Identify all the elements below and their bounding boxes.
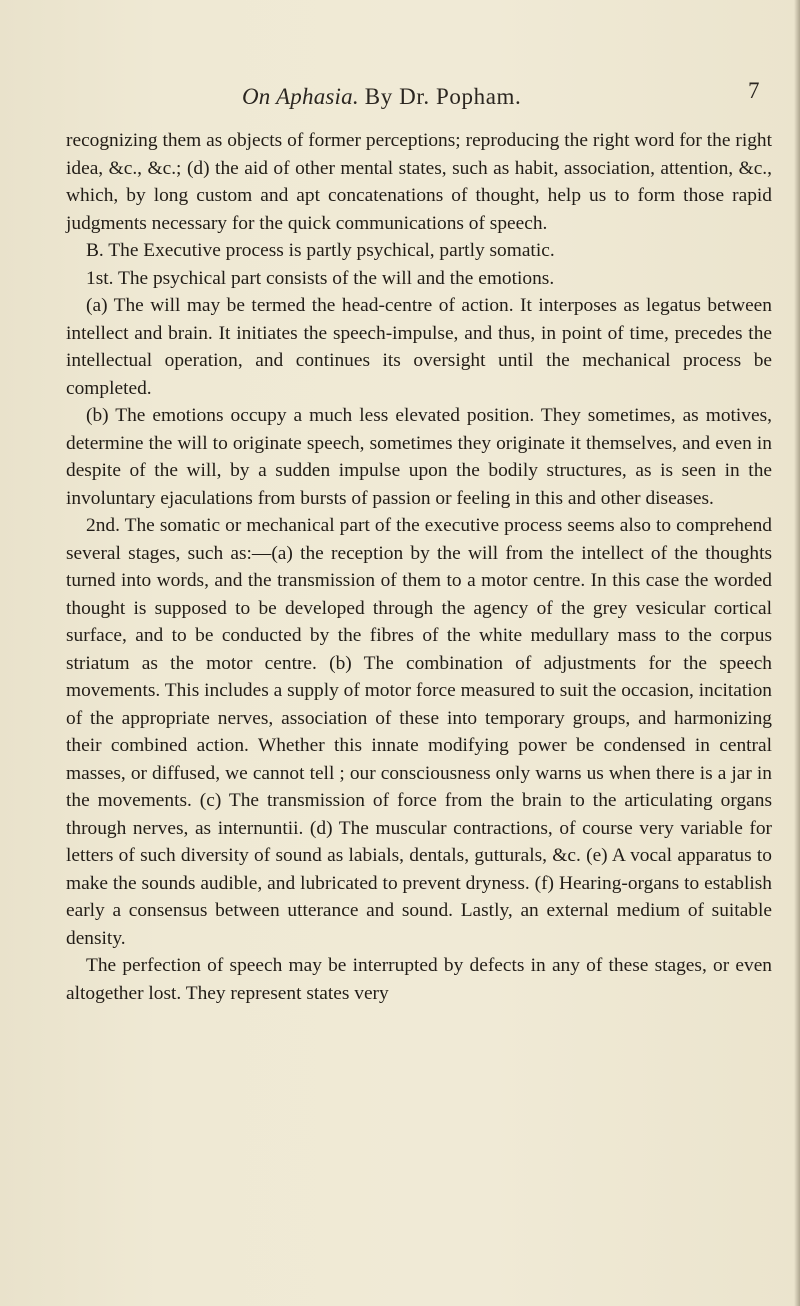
body-text — [66, 127, 772, 1007]
paragraph: (b) The emotions occupy a much less elevated position. They sometimes, as motives, determine the will to originate speech, sometimes they originate it themselves, and even in despite of the will, by a sudden impulse upon the bodily structures, as is seen in the involuntary ejaculations from bursts of passion or feeling in this and other diseases. — [66, 405, 772, 509]
author-name: By Dr. Popham. — [364, 84, 522, 109]
paragraph: 1st. The psychical part consists of the will and the emotions. — [86, 267, 555, 289]
title-italic: On Aphasia. — [242, 84, 359, 109]
paragraph: B. The Executive process is partly psychical, partly somatic. — [86, 240, 555, 261]
running-header — [0, 80, 800, 114]
paragraph: (a) The will may be termed the head-centre of action. It interposes as legatus between intellect and brain. It initiates the speech-impulse, and thus, in point of time, precedes the intellectual operation, and continues its oversight until the mechanical process be completed. — [66, 295, 772, 399]
paragraph: recognizing them as objects of former perceptions; reproducing the right word for the right idea, &c., &c.; (d) the aid of other mental states, such as habit, association, attention, &c., which, by long custom and apt concatenations of thought, help us to form those rapid judgments necessary for the quick communications of speech. — [66, 130, 772, 234]
paragraph: 2nd. The somatic or mechanical part of the executive process seems also to comprehend several stages, such as:—(a) the reception by the will from the intellect of the thoughts turned into words, and the transmission of them to a motor centre. In this case the worded thought is supposed to be developed through the agency of the grey vesicular cortical surface, and to be conducted by the fibres of the white medullary mass to the corpus striatum as the motor centre. (b) The combination of adjustments for the speech movements. This includes a supply of motor force measured to suit the occasion, incitation of the appropriate nerves, association of these into temporary groups, and harmonizing their combined action. Whether this innate modifying power be condensed in central masses, or diffused, we cannot tell ; our consciousness only warns us when there is a jar in the movements. (c) The transmission of force from the brain to the articulating organs through nerves, as internuntii. (d) The muscular contractions, of course very variable for letters of such diversity of sound as labials, dentals, gutturals, &c. (e) A vocal apparatus to make the sounds audible, and lubricated to prevent dryness. (f) Hearing-organs to establish early a consensus between utterance and sound. Lastly, an external medium of suitable density. — [66, 515, 772, 949]
running-title — [242, 84, 521, 110]
page-number: 7 — [748, 78, 760, 103]
paragraph: The perfection of speech may be interrupted by defects in any of these stages, or even altogether lost. They represent states very — [66, 955, 772, 1004]
page-edge-shadow — [794, 0, 800, 1306]
